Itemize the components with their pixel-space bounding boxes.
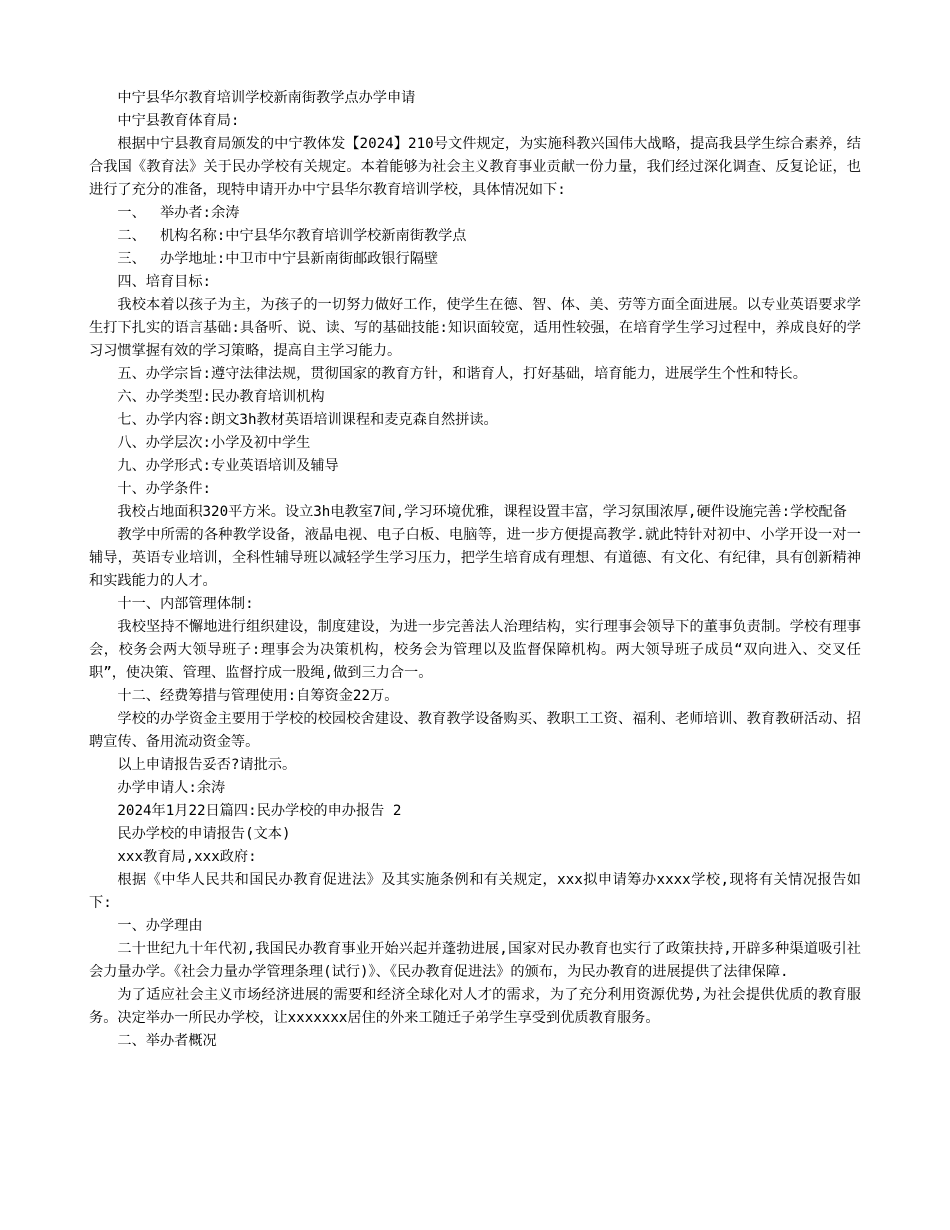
report-addressee: xxx教育局,xxx政府: bbox=[117, 849, 257, 865]
closing-line: 以上申请报告妥否?请批示。 bbox=[117, 757, 297, 773]
item-school-form: 九、办学形式:专业英语培训及辅导 bbox=[117, 458, 339, 474]
item-school-level: 八、办学层次:小学及初中学生 bbox=[117, 435, 311, 451]
item-organizer bbox=[89, 202, 861, 225]
item-number: 三、 bbox=[117, 251, 146, 267]
item-training-goals: 四、培育目标: bbox=[117, 274, 212, 290]
section-heading-organizer: 二、举办者概况 bbox=[117, 1033, 217, 1049]
item-school-type: 六、办学类型:民办教育培训机构 bbox=[117, 389, 325, 405]
item-address bbox=[89, 248, 861, 271]
item-text: 举办者:余涛 bbox=[159, 205, 240, 221]
reasons-paragraph-1: 二十世纪九十年代初,我国民办教育事业开始兴起并蓬勃进展,国家对民办教育也实行了政策扶持,开辟多种渠道吸引社会力量办学。《社会力量办学管理条理(试行)》、《民办教育促进法》的颁布，为民办教育的进展提供了法律保障. bbox=[89, 941, 861, 980]
funding-body: 学校的办学资金主要用于学校的校园校舍建设、教育教学设备购买、教职工工资、福利、老师培训、教育教研活动、招聘宣传、备用流动资金等。 bbox=[89, 711, 861, 750]
item-text: 办学地址:中卫市中宁县新南街邮政银行隔壁 bbox=[159, 251, 439, 267]
item-number: 二、 bbox=[117, 228, 146, 244]
item-text: 机构名称:中宁县华尔教育培训学校新南街教学点 bbox=[159, 228, 467, 244]
conditions-body-2: 教学中所需的各种教学设备，液晶电视、电子白板、电脑等，进一步方便提高教学.就此特针对初中、小学开设一对一辅导，英语专业培训，全科性辅导班以减轻学生学习压力，把学生培育成有理想、有道德、有文化、有纪律，具有创新精神和实践能力的人才。 bbox=[89, 527, 861, 589]
training-goals-body: 我校本着以孩子为主，为孩子的一切努力做好工作，使学生在德、智、体、美、劳等方面全面进展。以专业英语要求学生打下扎实的语言基础:具备听、说、读、写的基础技能:知识面较宽，适用性较强，在培育学生学习过程中，养成良好的学习习惯掌握有效的学习策略，提高自主学习能力。 bbox=[89, 297, 861, 359]
management-body: 我校坚持不懈地进行组织建设，制度建设，为进一步完善法人治理结构，实行理事会领导下的董事负责制。学校有理事会，校务会两大领导班子:理事会为决策机构，校务会为管理以及监督保障机构。两大领导班子成员“双向进入、交叉任职”，使决策、管理、监督拧成一股绳,做到三力合一。 bbox=[89, 619, 861, 681]
item-school-purpose: 五、办学宗旨:遵守法律法规，贯彻国家的教育方针，和谐育人，打好基础，培育能力，进展学生个性和特长。 bbox=[117, 366, 807, 382]
report-title: 民办学校的申请报告(文本) bbox=[117, 826, 291, 842]
intro-paragraph: 根据中宁县教育局颁发的中宁教体发【2024】210号文件规定，为实施科教兴国伟大战略，提高我县学生综合素养，结合我国《教育法》关于民办学校有关规定。本着能够为社会主义教育事业贡献一份力量，我们经过深化调查、反复论证，也进行了充分的准备，现特申请开办中宁县华尔教育培训学校，具体情况如下: bbox=[89, 136, 861, 198]
item-funding: 十二、经费筹措与管理使用:自筹资金22万。 bbox=[117, 688, 399, 704]
section-heading-reasons: 一、办学理由 bbox=[117, 918, 203, 934]
applicant-line: 办学申请人:余涛 bbox=[117, 780, 226, 796]
item-management: 十一、内部管理体制: bbox=[117, 596, 254, 612]
document-page bbox=[89, 87, 861, 1053]
report-intro: 根据《中华人民共和国民办教育促进法》及其实施条例和有关规定，xxx拟申请筹办xxxx学校,现将有关情况报告如下: bbox=[89, 872, 861, 911]
document-title: 中宁县华尔教育培训学校新南街教学点办学申请 bbox=[117, 90, 416, 106]
item-institution-name bbox=[89, 225, 861, 248]
item-number: 一、 bbox=[117, 205, 146, 221]
item-school-content: 七、办学内容:朗文3h教材英语培训课程和麦克森自然拼读。 bbox=[117, 412, 498, 428]
addressee: 中宁县教育体育局: bbox=[117, 113, 240, 129]
date-line: 2024年1月22日篇四:民办学校的申办报告 2 bbox=[117, 803, 402, 819]
reasons-paragraph-2: 为了适应社会主义市场经济进展的需要和经济全球化对人才的需求，为了充分利用资源优势,为社会提供优质的教育服务。决定举办一所民办学校，让xxxxxxx居住的外来工随迁子弟学生享受到优质教育服务。 bbox=[89, 987, 861, 1026]
item-school-conditions: 十、办学条件: bbox=[117, 481, 212, 497]
conditions-body-1: 我校占地面积320平方米。设立3h电教室7间,学习环境优雅，课程设置丰富，学习氛围浓厚,硬件设施完善:学校配备 bbox=[117, 504, 847, 520]
